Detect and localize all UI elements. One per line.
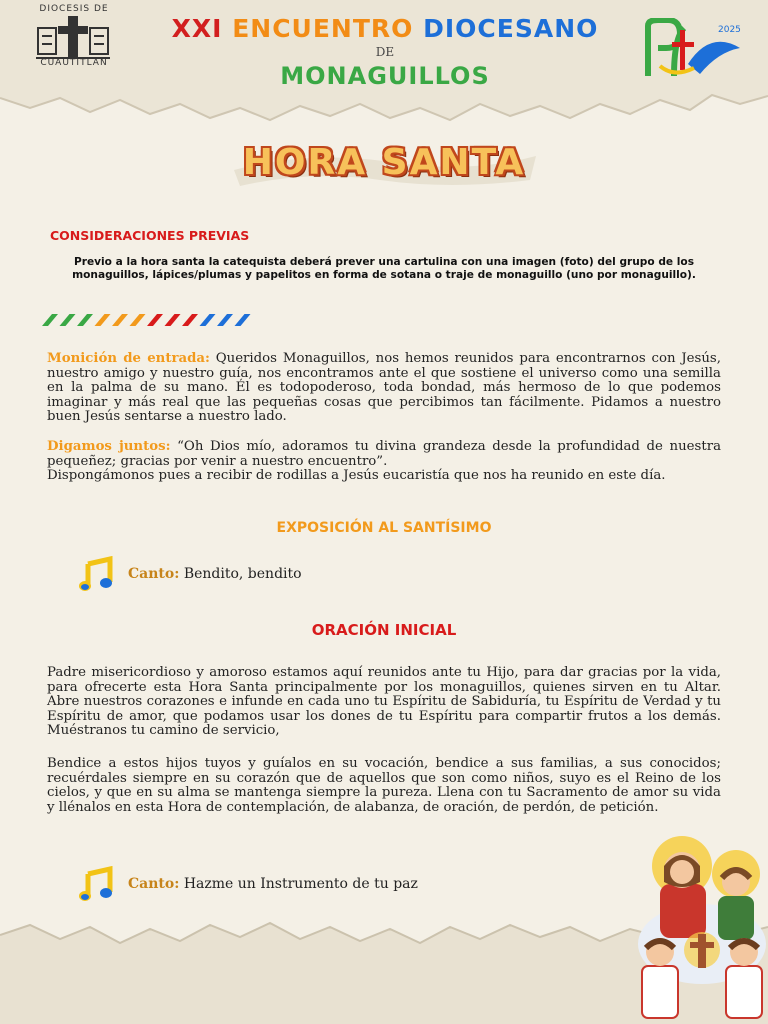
page-title: HORA SANTA [242, 142, 526, 183]
digamos-paragraph [47, 440, 721, 484]
monicion-paragraph [47, 352, 721, 425]
monicion-text: Queridos Monaguillos, nos hemos reunidos para encontrarnos con Jesús, nuestro amigo y nuestro guía, nos encontramos ante el que sostiene el universo como una semilla en la palma de su mano. Él es todopoderoso, toda bondad, más hermoso de lo que podemos imaginar y más real que las pequeñas cosas que percibimos tan fácilmente. Pidamos a nuestro buen Jesús sentarse a nuestro lado. [47, 351, 721, 425]
canto-2 [78, 866, 418, 906]
section-heading-consideraciones: CONSIDERACIONES PREVIAS [50, 228, 250, 243]
logo-year: 2025 [718, 25, 741, 35]
digamos-text-2: Dispongámonos pues a recibir de rodillas a Jesús eucaristía que nos ha reunido en este día. [47, 468, 666, 484]
section-heading-exposicion: EXPOSICIÓN AL SANTÍSIMO [276, 520, 492, 536]
stripe-segment [77, 314, 93, 326]
oracion-paragraph-1: Padre misericordioso y amoroso estamos aquí reunidos ante tu Hijo, para dar gracias por la vida, para ofrecerte esta Hora Santa principalmente por los monaguillos, quienes sirven en tu Altar. Abre nuestros corazones e infunde en cada uno tu Espíritu de Sabiduría, tu Espíritu de Verdad y tu Espíritu de amor, que podamos usar los dones de tu Espíritu para compartir frutos a los demás. Muéstranos tu camino de servicio, [47, 665, 721, 739]
canto-1-line [128, 566, 302, 582]
digamos-label: Digamos juntos: [47, 439, 171, 454]
monicion-label: Monición de entrada: [47, 351, 210, 366]
canto-2-title: Hazme un Instrumento de tu paz [179, 876, 418, 892]
canto-1-label: Canto: [128, 566, 180, 582]
stripe-segment [112, 314, 128, 326]
event-title-line1 [150, 14, 620, 43]
stripe-segment [147, 314, 163, 326]
stripe-segment [182, 314, 198, 326]
diocese-crest-icon [32, 14, 114, 62]
diocese-name-bottom: CUAUTITLAN [40, 58, 108, 68]
digamos-text: “Oh Dios mío, adoramos tu divina grandeza desde la profundidad de nuestra pequeñez; gracias por venir a nuestro encuentro”. [47, 439, 721, 469]
music-note-icon [78, 556, 114, 592]
stripe-segment [217, 314, 233, 326]
stripe-segment [130, 314, 146, 326]
canto-1 [78, 556, 302, 596]
stripe-segment [200, 314, 216, 326]
event-title-line3: MONAGUILLOS [280, 62, 490, 90]
color-stripes-divider [38, 312, 258, 328]
music-note-icon [78, 866, 114, 902]
stripe-segment [95, 314, 111, 326]
stripe-segment [165, 314, 181, 326]
diocese-name-top: DIOCESIS DE [39, 4, 109, 14]
stripe-segment [60, 314, 76, 326]
saints-illustration [632, 826, 768, 1024]
event-word-encuentro: ENCUENTRO [232, 14, 414, 43]
event-title-line2: DE [375, 45, 395, 59]
canto-2-line [128, 876, 418, 892]
stripe-segment [42, 314, 58, 326]
section-heading-oracion: ORACIÓN INICIAL [311, 621, 457, 639]
stripe-segment [235, 314, 251, 326]
event-logo-icon [644, 18, 744, 80]
oracion-paragraph-2: Bendice a estos hijos tuyos y guíalos en su vocación, bendice a sus familias, a sus conocidos; recuérdales siempre en su corazón que de aquellos que son como niños, suyo es el Reino de los cielos, y que en su alma se mantenga siempre la pureza. Llena con tu Sacramento de amor su vida y llénalos en esta Hora de contemplación, de alabanza, de oración, de perdón, de petición. [47, 756, 721, 815]
canto-1-title: Bendito, bendito [179, 566, 302, 582]
consideraciones-text: Previo a la hora santa la catequista deberá prever una cartulina con una imagen (foto) del grupo de los monaguillos, lápices/plumas y papelitos en forma de sotana o traje de monaguillo (uno por monaguillo). [72, 256, 696, 281]
event-edition: XXI [171, 14, 223, 43]
canto-2-label: Canto: [128, 876, 180, 892]
event-word-diocesano: DIOCESANO [423, 14, 599, 43]
